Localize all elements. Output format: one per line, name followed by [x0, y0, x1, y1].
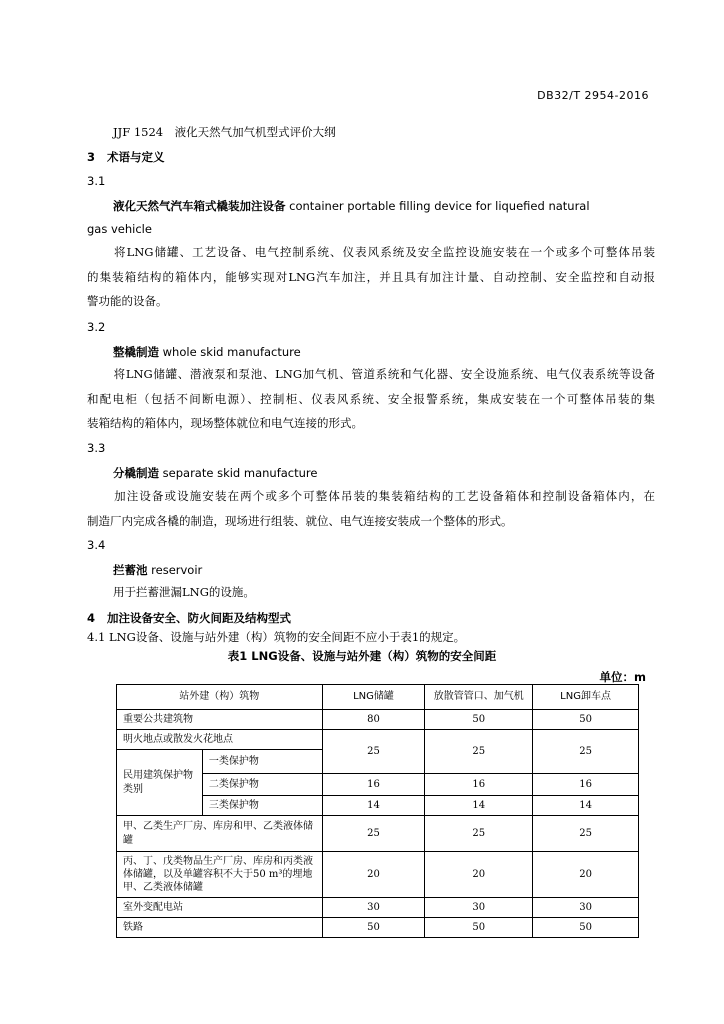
def-line: 的集装箱结构的箱体内，能够实现对LNG汽车加注，并且具有加注计量、自动控制、安全监控和自动报: [87, 269, 655, 284]
section-4-number: 4: [87, 611, 96, 625]
safety-distance-table: [116, 684, 639, 938]
value-cell: 50: [425, 710, 533, 730]
term-3-4-title: [113, 562, 202, 578]
term-3-3-en: separate skid manufacture: [162, 466, 318, 480]
table-header-row: [117, 685, 639, 710]
value-cell: 14: [533, 796, 639, 816]
table-row: [117, 710, 639, 730]
group-label: 民用建筑保护物类别: [117, 750, 203, 816]
value-cell: 30: [425, 898, 533, 918]
section-4-title: 加注设备安全、防火间距及结构型式: [107, 611, 292, 625]
term-3-3-cn: 分橇制造: [113, 466, 159, 480]
table-caption: 表1 LNG设备、设施与站外建（构）筑物的安全间距: [227, 649, 497, 663]
value-cell: 30: [533, 898, 639, 918]
value-cell: 25: [425, 816, 533, 852]
term-3-1-definition: [87, 240, 655, 314]
term-3-3-definition: [87, 484, 655, 533]
header-cell: LNG卸车点: [533, 685, 639, 710]
normative-reference: JJF 1524 液化天然气加气机型式评价大纲: [113, 125, 336, 139]
value-cell: 25: [533, 816, 639, 852]
value-cell: 80: [322, 710, 425, 730]
def-line: 将LNG储罐、工艺设备、电气控制系统、仪表风系统及安全监控设施安装在一个或多个可整体吊装: [113, 245, 655, 259]
table-row: [117, 918, 639, 938]
def-line: 和配电柜（包括不间断电源）、控制柜、仪表风系统、安全报警系统，集成安装在一个可整体吊装的集: [87, 391, 655, 406]
section-3-heading: [87, 149, 165, 165]
header-cell: 放散管管口、加气机: [425, 685, 533, 710]
def-line: 加注设备或设施安装在两个或多个可整体吊装的集装箱结构的工艺设备箱体和控制设备箱体内，在: [113, 489, 655, 503]
term-3-2-definition: [87, 362, 655, 436]
value-cell: 16: [322, 774, 425, 796]
term-3-1-en: container portable filling device for liquefied natural: [289, 199, 590, 213]
row-label: 室外变配电站: [117, 898, 323, 918]
term-3-4-number: 3.4: [87, 538, 106, 552]
row-label: 二类保护物: [202, 774, 322, 796]
value-cell: 16: [425, 774, 533, 796]
row-label: 铁路: [117, 918, 323, 938]
term-3-4-en: reservoir: [151, 563, 203, 577]
header-cell: 站外建（构）筑物: [117, 685, 323, 710]
table-row: [117, 898, 639, 918]
value-cell: 14: [425, 796, 533, 816]
table-unit: 单位：m: [599, 670, 646, 684]
value-cell: 14: [322, 796, 425, 816]
section-3-number: 3: [87, 150, 96, 164]
value-cell: 30: [322, 898, 425, 918]
value-cell: 25: [425, 730, 533, 774]
row-label: 重要公共建筑物: [117, 710, 323, 730]
section-4-heading: [87, 610, 291, 626]
term-3-3-title: [113, 465, 317, 481]
term-3-2-cn: 整橇制造: [113, 345, 159, 359]
term-3-2-title: [113, 344, 301, 360]
section-3-title: 术语与定义: [107, 150, 165, 164]
def-line: 用于拦蓄泄漏LNG的设施。: [113, 585, 255, 599]
header-cell: LNG储罐: [322, 685, 425, 710]
term-3-4-cn: 拦蓄池: [113, 563, 148, 577]
row-label: 三类保护物: [202, 796, 322, 816]
row-label: 丙、丁、戊类物品生产厂房、库房和丙类液体储罐，以及单罐容积不大于50 m³的埋地甲、乙类液体储罐: [117, 852, 323, 898]
value-cell: 50: [322, 918, 425, 938]
value-cell: 25: [322, 730, 425, 774]
clause-4-1: 4.1 LNG设备、设施与站外建（构）筑物的安全间距不应小于表1的规定。: [87, 630, 466, 644]
row-label: 甲、乙类生产厂房、库房和甲、乙类液体储罐: [117, 816, 323, 852]
term-3-1-cn: 液化天然气汽车箱式橇装加注设备: [113, 199, 286, 213]
value-cell: 16: [533, 774, 639, 796]
value-cell: 25: [533, 730, 639, 774]
row-label: 明火地点或散发火花地点: [117, 730, 323, 750]
def-line: 装箱结构的箱体内，现场整体就位和电气连接的形式。: [87, 416, 363, 430]
def-line: 将LNG储罐、潜液泵和泵池、LNG加气机、管道系统和气化器、安全设施系统、电气仪表系统等设备: [113, 367, 655, 381]
term-3-4-definition: [87, 580, 655, 605]
standard-code: DB32/T 2954-2016: [537, 89, 649, 102]
def-line: 制造厂内完成各橇的制造，现场进行组装、就位、电气连接安装成一个整体的形式。: [87, 513, 513, 528]
term-3-1-number: 3.1: [87, 174, 106, 188]
value-cell: 50: [425, 918, 533, 938]
value-cell: 50: [533, 918, 639, 938]
table-row: [117, 730, 639, 750]
value-cell: 20: [533, 852, 639, 898]
def-line: 警功能的设备。: [87, 294, 168, 308]
value-cell: 50: [533, 710, 639, 730]
table-row: [117, 852, 639, 898]
table-row: [117, 816, 639, 852]
term-3-3-number: 3.3: [87, 441, 106, 455]
row-label: 一类保护物: [202, 750, 322, 774]
term-3-2-number: 3.2: [87, 320, 106, 334]
value-cell: 20: [425, 852, 533, 898]
value-cell: 25: [322, 816, 425, 852]
value-cell: 20: [322, 852, 425, 898]
term-3-2-en: whole skid manufacture: [162, 345, 301, 359]
term-3-1-title: [113, 198, 590, 214]
term-3-1-en-cont: gas vehicle: [87, 222, 152, 236]
